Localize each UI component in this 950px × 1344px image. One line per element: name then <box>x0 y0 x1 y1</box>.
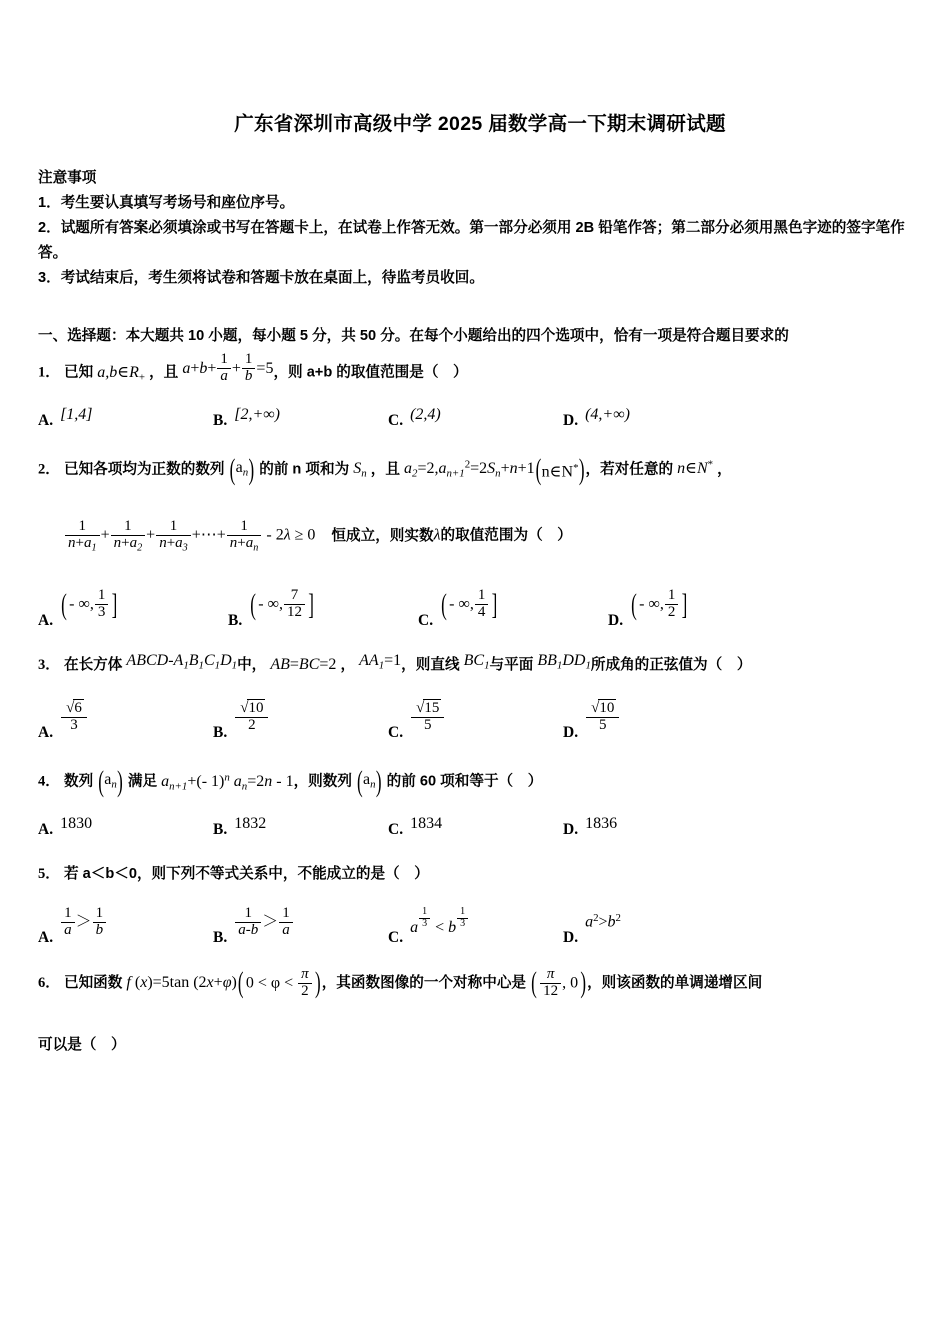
option-1-A-value: [1,4] <box>60 406 93 424</box>
option-3-D-den: 5 <box>586 717 619 734</box>
option-3-C-den: 5 <box>411 717 444 734</box>
question-2-math-sn: $S_n$ <box>353 460 367 480</box>
option-1-D-label: D. <box>563 412 579 430</box>
option-5-B[interactable] <box>213 895 388 949</box>
option-2-A-num: 1 <box>97 587 106 604</box>
question-1-options <box>38 398 922 432</box>
option-4-A[interactable] <box>38 807 213 841</box>
option-4-B[interactable] <box>213 807 388 841</box>
option-3-C-radicand: 15 <box>424 699 440 716</box>
option-5-C-label: C. <box>388 929 404 947</box>
option-2-C-den: 4 <box>475 604 489 621</box>
question-5-stem <box>38 859 922 889</box>
option-5-A-rel: ＞ <box>75 913 92 931</box>
option-5-A-label: A. <box>38 929 54 947</box>
option-5-B-label: B. <box>213 929 228 947</box>
question-4-text-d: 的前 60 项和等于（ ） <box>386 773 543 790</box>
question-5-options <box>38 895 922 949</box>
option-5-A-left-num: 1 <box>64 904 72 921</box>
page-title: 广东省深圳市高级中学 2025 届数学高一下期末调研试题 <box>234 113 726 135</box>
option-5-A[interactable] <box>38 895 213 949</box>
option-2-B[interactable] <box>228 578 418 632</box>
question-1-text-c: ，则 a+b 的取值范围是（ ） <box>273 364 468 381</box>
option-4-C-label: C. <box>388 821 404 839</box>
option-3-D-label: D. <box>563 724 579 742</box>
question-4-stem <box>38 762 922 801</box>
question-4-text-c: ，则数列 <box>293 773 352 790</box>
page-content <box>38 0 922 1060</box>
option-1-D[interactable] <box>563 398 738 432</box>
option-5-B-right-num: 1 <box>282 904 290 921</box>
question-1-math-domain: $a,b\in R_+$ <box>97 363 145 384</box>
question-6-math-phi-range: ( 0 < φ < $\frac{\pi}{2}$ ) <box>237 974 322 991</box>
option-1-A[interactable] <box>38 398 213 432</box>
question-2-text-b: 的前 n 项和为 <box>259 461 350 478</box>
question-4-text-a: 数列 <box>63 773 94 790</box>
notice-block <box>38 166 922 291</box>
question-2-text-e: ， <box>717 461 732 478</box>
question-3-text-d: ，则直线 <box>401 656 460 673</box>
option-2-D[interactable] <box>608 578 798 632</box>
option-3-A-den: 3 <box>61 717 87 734</box>
option-5-A-right-den: b <box>93 922 107 939</box>
notice-item-3: 3．考试结束后，考生须将试卷和答题卡放在桌面上，待监考员收回。 <box>38 270 484 286</box>
option-3-C[interactable] <box>388 690 563 744</box>
option-1-B-value: [2,+∞) <box>234 406 280 424</box>
notice-item-2: 2．试题所有答案必须填涂或书写在答题卡上，在试卷上作答无效。第一部分必须用 2B 铅笔作答；第二部分必须用黑色字迹的签字笔作答。 <box>38 220 905 261</box>
question-3-math-aa1: $AA_1=1$ <box>359 651 402 672</box>
question-1-text-b: ，且 <box>149 364 179 381</box>
option-5-B-right-den: a <box>279 922 293 939</box>
option-3-D-radicand: 10 <box>599 699 615 716</box>
question-6-math-function: f (x)=5tan (2x+φ) <box>126 973 237 991</box>
question-5 <box>38 859 922 889</box>
option-2-A-label: A. <box>38 611 54 629</box>
option-2-B-num: 7 <box>290 587 299 604</box>
option-1-A-label: A. <box>38 412 54 430</box>
question-3-math-plane: $BB_1DD_1$ <box>537 651 591 672</box>
option-2-B-label: B. <box>228 611 243 629</box>
option-5-C-value: a $^{\frac{1}{3}}$ < b $^{\frac{1}{3}}$ <box>410 907 469 937</box>
option-1-B[interactable] <box>213 398 388 432</box>
question-2-text-d: ，若对任意的 <box>585 461 674 478</box>
question-6-stem <box>38 967 922 1000</box>
option-3-A-label: A. <box>38 724 54 742</box>
option-2-A-value: ( - ∞, $\frac{1}{3}$ ] <box>60 588 118 621</box>
question-2-number: 2． <box>38 461 60 478</box>
section-heading: 一、选择题：本大题共 10 小题，每小题 5 分，共 50 分。在每个小题给出的四个选项中，恰有一项是符合题目要求的 <box>38 328 789 344</box>
option-3-B[interactable] <box>213 690 388 744</box>
question-1-stem <box>38 351 922 392</box>
question-3-text-a: 在长方体 <box>63 656 123 673</box>
question-5-text: 若 a＜b＜0，则下列不等式关系中，不能成立的是（ ） <box>63 866 429 883</box>
question-3-number: 3． <box>38 656 60 673</box>
question-2-text-c: ，且 <box>370 461 400 478</box>
option-3-C-label: C. <box>388 724 404 742</box>
option-5-B-left-num: 1 <box>244 904 252 921</box>
question-2 <box>38 450 922 489</box>
option-2-D-num: 1 <box>667 587 676 604</box>
option-1-C-value: (2,4) <box>410 406 441 424</box>
option-1-C[interactable] <box>388 398 563 432</box>
option-5-A-left-den: a <box>61 922 75 939</box>
option-5-D[interactable] <box>563 895 738 949</box>
question-2-stem-line1 <box>38 450 922 489</box>
option-5-D-label: D. <box>563 929 579 947</box>
question-4-math-seq: ( $a_n$ ) <box>97 773 124 790</box>
option-3-B-value: $\frac{√10}{2}$ <box>234 701 269 734</box>
option-4-B-label: B. <box>213 821 228 839</box>
option-3-D[interactable] <box>563 690 738 744</box>
option-4-A-label: A. <box>38 821 54 839</box>
question-6-text-c: ，则该函数的单调递增区间 <box>587 974 763 991</box>
question-1-number: 1． <box>38 364 60 381</box>
option-3-B-den: 2 <box>235 717 268 734</box>
option-2-C-num: 1 <box>477 587 486 604</box>
question-6-tail-text: 可以是（ ） <box>38 1036 126 1053</box>
question-1-math-equation: a+b+ $\frac{1}{a}$ + $\frac{1}{b}$ =5 <box>182 351 274 384</box>
notice-item-1: 1．考生要认真填写考场号和座位序号。 <box>38 195 295 211</box>
question-1-text-a: 已知 <box>63 364 94 381</box>
question-4-math-seq2: ( $a_n$ ) <box>356 773 383 790</box>
option-1-B-label: B. <box>213 412 228 430</box>
question-5-number: 5． <box>38 866 60 883</box>
question-6-number: 6． <box>38 974 60 991</box>
option-2-C[interactable] <box>418 578 608 632</box>
option-5-B-rel: ＞ <box>262 913 279 931</box>
question-3 <box>38 650 922 684</box>
option-4-A-value: 1830 <box>60 815 93 833</box>
option-5-D-value: $a^2>b^2$ <box>585 912 621 931</box>
question-2-text-g: 的取值范围为（ ） <box>440 527 572 544</box>
option-5-B-left-den: a-b <box>235 922 261 939</box>
option-1-C-label: C. <box>388 412 404 430</box>
question-4-options <box>38 807 922 841</box>
question-3-text-b: 中， <box>237 656 267 673</box>
question-6 <box>38 967 922 1000</box>
option-2-C-label: C. <box>418 611 434 629</box>
question-4-text-b: 满足 <box>127 773 158 790</box>
question-2-text-f: 恒成立，则实数 <box>331 527 434 544</box>
option-3-A[interactable] <box>38 690 213 744</box>
question-2-math-condition: $a_2=2,a_{n+1}^2=2S_n+n+1$ ( n∈N* ) <box>404 460 586 477</box>
option-4-D-label: D. <box>563 821 579 839</box>
question-2-text-a: 已知各项均为正数的数列 <box>63 461 225 478</box>
question-3-stem <box>38 650 922 684</box>
question-6-tail <box>38 1030 922 1060</box>
question-2-math-lambda: λ <box>433 526 441 544</box>
option-2-A-den: 3 <box>95 604 109 621</box>
option-2-D-den: 2 <box>665 604 679 621</box>
question-4-number: 4． <box>38 773 60 790</box>
question-3-math-line: $BC_1$ <box>463 651 490 672</box>
option-4-D[interactable] <box>563 807 738 841</box>
option-2-D-label: D. <box>608 611 624 629</box>
question-2-options <box>38 578 922 632</box>
option-3-C-value: $\frac{√15}{5}$ <box>410 701 445 734</box>
question-4 <box>38 762 922 801</box>
question-3-text-e: 与平面 <box>489 656 534 673</box>
question-6-text-a: 已知函数 <box>63 974 123 991</box>
question-3-math-ab: AB=BC=2 <box>270 655 337 673</box>
notice-heading: 注意事项 <box>38 170 97 186</box>
option-3-D-value: $\frac{√10}{5}$ <box>585 701 620 734</box>
question-3-text-f: 所成角的正弦值为（ ） <box>590 656 752 673</box>
option-5-A-right-num: 1 <box>95 904 104 921</box>
option-3-A-radicand: 6 <box>74 699 82 716</box>
option-5-A-value <box>60 906 107 939</box>
question-3-options <box>38 690 922 744</box>
question-2-formula-line <box>38 519 922 554</box>
question-6-math-center: ( $\frac{\pi}{12}$ , 0 ) <box>530 974 587 991</box>
option-1-D-value: (4,+∞) <box>585 406 630 424</box>
option-4-B-value: 1832 <box>234 815 267 833</box>
option-4-C-value: 1834 <box>410 815 443 833</box>
option-2-A[interactable] <box>38 578 228 632</box>
question-1 <box>38 351 922 392</box>
question-4-math-recurrence: $a_{n+1}+(-$ 1)$^n$ $a_n=2n - 1$ <box>161 771 294 793</box>
question-2-math-n-nat: n∈N* <box>677 459 714 478</box>
option-2-D-value: ( - ∞, $\frac{1}{2}$ ] <box>630 588 688 621</box>
option-5-C[interactable] <box>388 895 563 949</box>
option-2-B-value: ( - ∞, $\frac{7}{12}$ ] <box>249 588 315 621</box>
option-3-B-label: B. <box>213 724 228 742</box>
option-3-A-value: $\frac{√6}{3}$ <box>60 701 88 734</box>
option-4-C[interactable] <box>388 807 563 841</box>
option-5-B-value <box>234 906 294 939</box>
option-2-B-den: 12 <box>284 604 305 621</box>
question-6-text-b: ，其函数图像的一个对称中心是 <box>321 974 527 991</box>
question-2-math-seq: ( $a_n$ ) <box>229 460 256 477</box>
option-3-B-radicand: 10 <box>248 699 264 716</box>
question-3-math-solid: ABCD-$A_1B_1C_1D_1$ <box>126 651 238 672</box>
option-2-C-value: ( - ∞, $\frac{1}{4}$ ] <box>440 588 498 621</box>
question-3-text-c: ， <box>340 656 356 673</box>
question-2-math-sum: $\frac{1}{n+a_1}$ + $\frac{1}{n+a_2}$ + $\frac{1}{n+a_3}$ +⋯+ $\frac{1}{n+a_n}$ - 2λ ≥ 0 <box>64 519 315 554</box>
option-4-D-value: 1836 <box>585 815 618 833</box>
